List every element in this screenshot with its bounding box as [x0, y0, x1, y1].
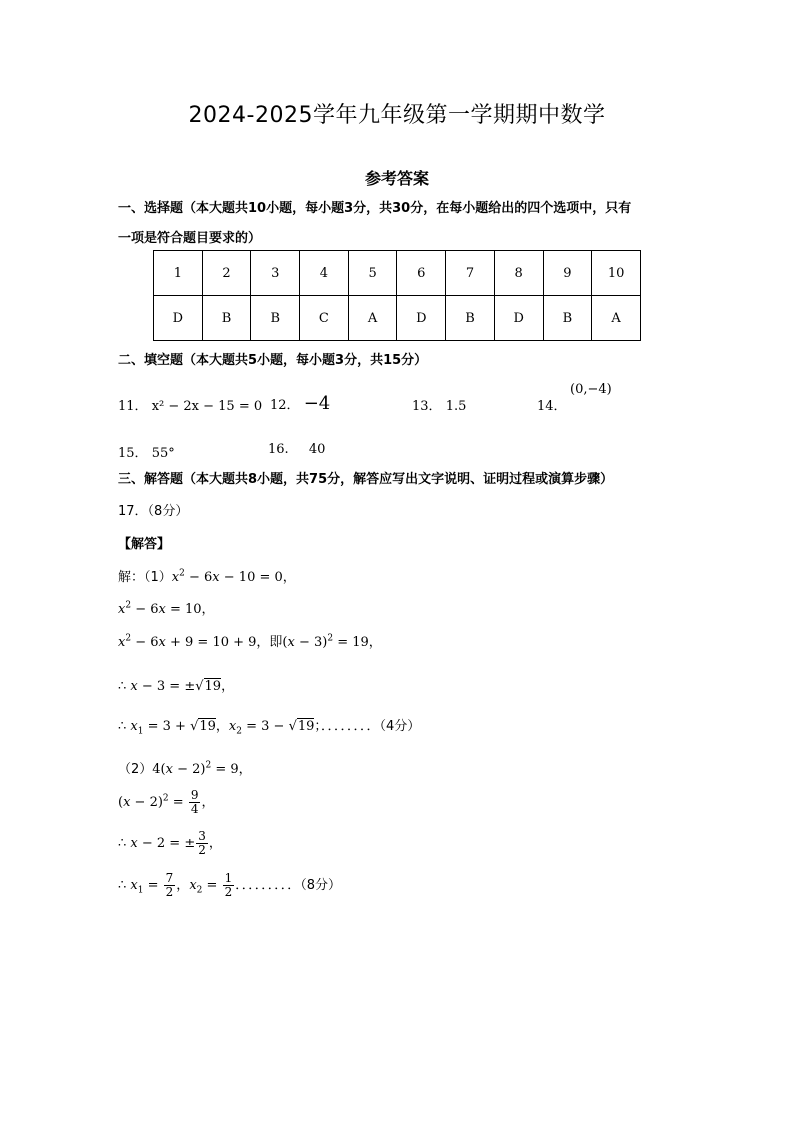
solution-line-7: $(x - 2)^2$ = $\frac{9}{4}$ ，: [118, 788, 215, 816]
answer-cell: B: [446, 296, 495, 341]
fill-value: x² − 2x − 15 = 0: [151, 399, 263, 414]
fill-label: 12．: [270, 398, 300, 413]
fill-value: 40: [308, 442, 326, 457]
answer-cell: B: [251, 296, 300, 341]
question-17-label: 17．（8分）: [118, 504, 189, 519]
solution-line-9: ∴ $x_1$ = $\frac{7}{2}$ ，$x_2$ = $\frac{1}{2}$ ．．．．．．．．．（8分）: [118, 871, 341, 899]
solution-line-4: ∴ x − 3 = ±√19，: [118, 679, 235, 694]
question-number: 6: [397, 251, 446, 296]
question-number: 1: [154, 251, 203, 296]
solution-line-3: $x^2 - 6x + 9 = 10 + 9$，即$(x - 3)^2 = 19$，: [118, 633, 382, 650]
question-number: 5: [348, 251, 397, 296]
question-number: 7: [446, 251, 495, 296]
fraction: $\frac{9}{4}$: [190, 788, 199, 816]
fill-answer-13: [412, 395, 466, 414]
fill-answer-16: [268, 442, 325, 457]
answer-cell: A: [348, 296, 397, 341]
solution-line-1: 解：$(1)x^2 - 6x - 10 = 0$，: [118, 568, 296, 585]
answer-row: [154, 296, 641, 341]
answer-table: [153, 250, 641, 341]
fill-value: 55°: [151, 446, 175, 461]
fill-label: 16.: [268, 442, 289, 457]
page-title: 2024-2025学年九年级第一学期期中数学: [188, 103, 606, 128]
fill-label: 13．: [412, 399, 442, 414]
score-marker: ．．．．．．．．（4分）: [320, 719, 421, 734]
fraction: $\frac{1}{2}$: [224, 871, 233, 899]
fill-value: 1.5: [445, 399, 467, 414]
question-number: 9: [543, 251, 592, 296]
fill-answer-12: [270, 393, 330, 414]
answer-tag: 【解答】: [118, 537, 171, 552]
solution-line-2: $x^2 - 6x = 10$，: [118, 600, 215, 617]
fill-label: 15．: [118, 446, 148, 461]
section-1-heading-cont: 一项是符合题目要求的）: [118, 231, 262, 246]
answer-cell: B: [202, 296, 251, 341]
fill-answer-14-value: (0,−4): [570, 382, 612, 397]
question-number: 2: [202, 251, 251, 296]
score-marker: ．．．．．．．．（8分）: [241, 878, 341, 893]
answer-cell: A: [592, 296, 641, 341]
solution-prefix: 解：（1）: [118, 570, 172, 585]
solution-line-5: ∴ $x_1 = 3 + √19$，$x_2 = 3 - √19$；．．．．．．．．（4分）: [118, 719, 421, 737]
fill-value: −4: [303, 393, 331, 414]
section-2-heading: 二、填空题（本大题共5小题，每小题3分，共15分）: [118, 353, 428, 368]
section-1-heading: 一、选择题（本大题共10小题，每小题3分，共30分，在每小题给出的四个选项中，只有: [118, 201, 632, 216]
question-number: 3: [251, 251, 300, 296]
answer-cell: D: [397, 296, 446, 341]
answer-cell: B: [543, 296, 592, 341]
question-number: 4: [300, 251, 349, 296]
page-subtitle: 参考答案: [364, 169, 429, 188]
answer-cell: D: [494, 296, 543, 341]
answer-cell: D: [154, 296, 203, 341]
question-number: 8: [494, 251, 543, 296]
fill-answer-14-label: 14．: [537, 399, 567, 414]
fill-answer-15: [118, 442, 175, 461]
question-number: 10: [592, 251, 641, 296]
solution-line-8: ∴ x − 2 = ± $\frac{3}{2}$ ，: [118, 829, 222, 857]
question-number-row: [154, 251, 641, 296]
fraction: $\frac{7}{2}$: [165, 871, 174, 899]
part-label: （2）: [118, 762, 153, 777]
fill-label: 11．: [118, 399, 148, 414]
solution-line-6: $(2)4(x - 2)^2 = 9$，: [118, 760, 252, 777]
answer-cell: C: [300, 296, 349, 341]
fraction: $\frac{3}{2}$: [198, 829, 206, 857]
section-3-heading: 三、解答题（本大题共8小题，共75分，解答应写出文字说明、证明过程或演算步骤）: [118, 472, 614, 487]
fill-answer-11: [118, 395, 262, 414]
